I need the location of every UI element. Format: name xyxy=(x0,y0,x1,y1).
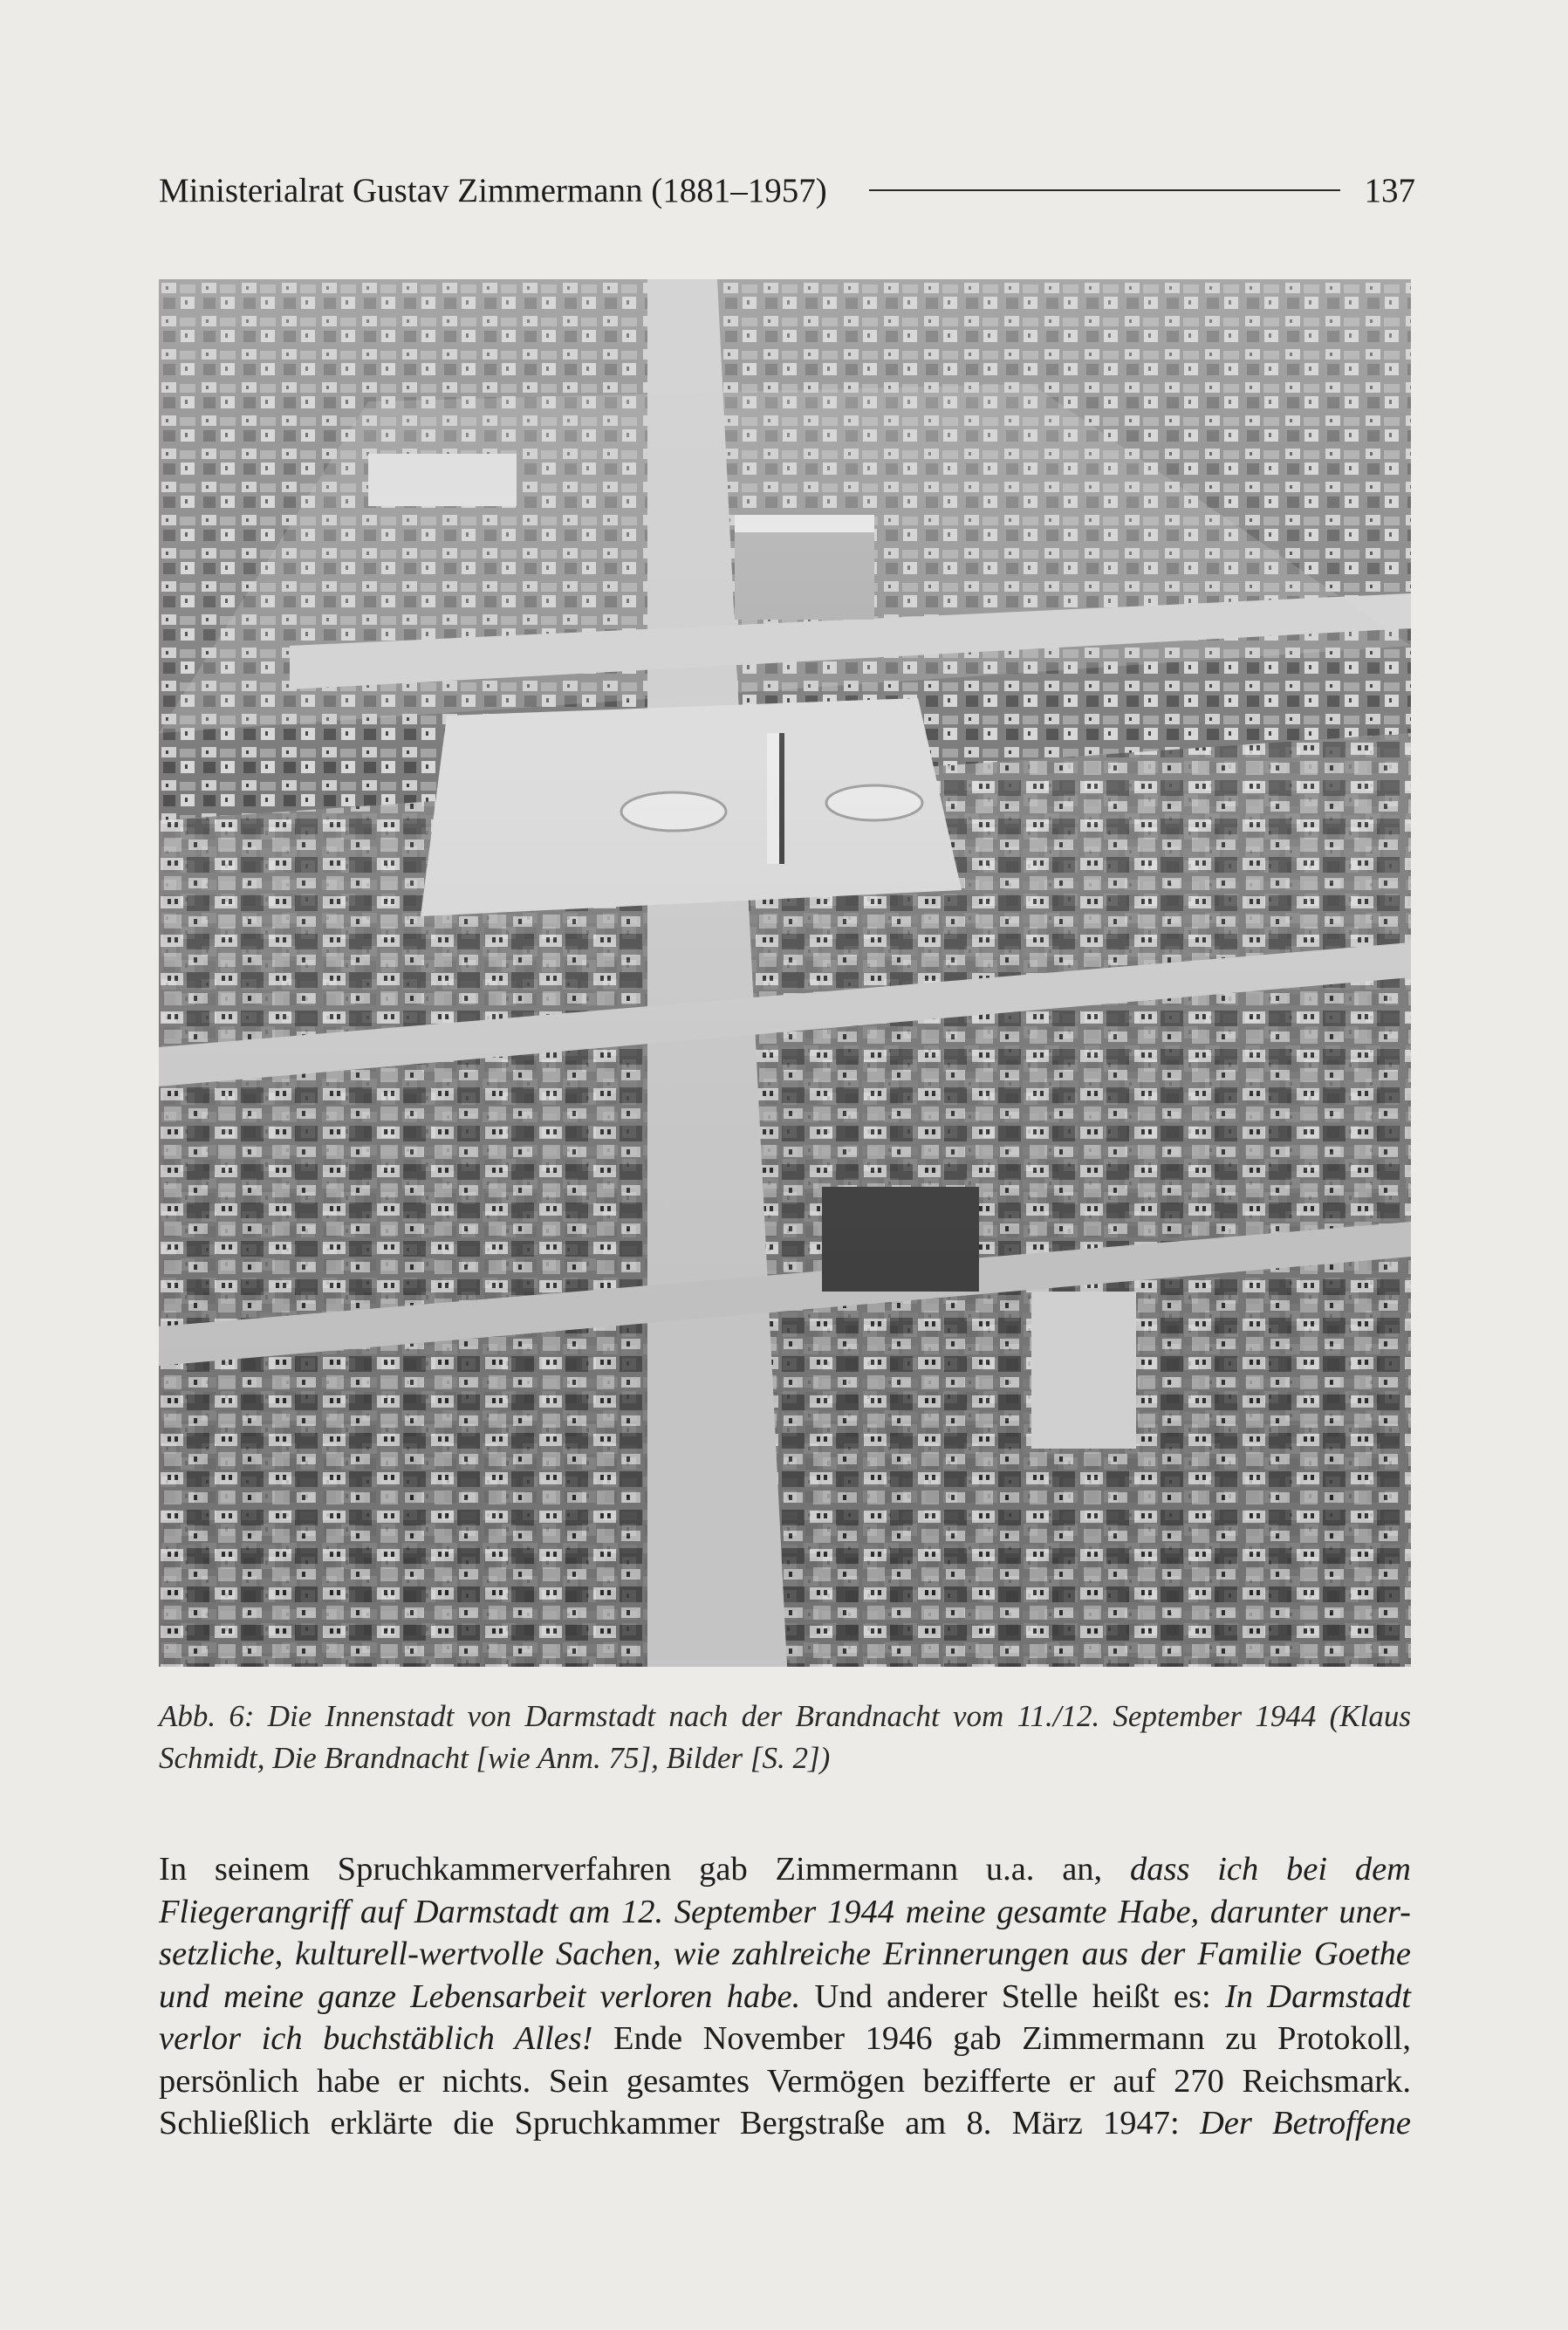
body-text-run: In seinem Spruchkammerverfahren gab Zimmermann u.a. an, xyxy=(159,1851,1130,1888)
header-rule xyxy=(869,189,1340,191)
caption-line-1: Abb. 6: Die Innenstadt von Darmstadt nach der Brandnacht vom 11./12. September 1944 (Klaus xyxy=(159,1699,1411,1733)
body-line-7 xyxy=(159,2102,1411,2145)
body-line-5 xyxy=(159,2018,1411,2060)
body-line-6: persönlich habe er nichts. Sein gesamtes Vermögen bezifferte er auf 270 Reichsmark. xyxy=(159,2062,1411,2100)
body-text-run: Schließlich erklärte die Spruchkammer Bergstraße am 8. März 1947: xyxy=(159,2105,1200,2142)
page-number: 137 xyxy=(1364,171,1415,209)
body-line-2: Fliegerangriff auf Darmstadt am 12. September 1944 meine gesamte Habe, darunter uner- xyxy=(159,1893,1411,1930)
caption-line-2: Schmidt, Die Brandnacht [wie Anm. 75], Bilder [S. 2]) xyxy=(159,1741,831,1775)
quote-text-run: dass ich bei dem xyxy=(1129,1851,1411,1888)
quote-text-run: In Darmstadt xyxy=(1224,1977,1411,2015)
aerial-photo-illustration xyxy=(159,279,1411,1667)
running-title: Ministerialrat Gustav Zimmermann (1881–1957) xyxy=(159,171,827,209)
quote-text-run: verlor ich buchstäblich Alles! xyxy=(159,2020,593,2057)
aerial-photo-darmstadt xyxy=(159,279,1411,1667)
body-text-run: Ende November 1946 gab Zimmermann zu Protokoll, xyxy=(592,2020,1412,2057)
body-line-1 xyxy=(159,1848,1411,1891)
body-text-run: Und anderer Stelle heißt es: xyxy=(800,1977,1225,2015)
running-header xyxy=(159,164,1415,216)
body-line-3: setzliche, kulturell-wertvolle Sachen, wie zahlreiche Erinnerungen aus der Familie Goethe xyxy=(159,1936,1411,1972)
body-paragraph xyxy=(159,1848,1411,2145)
quote-text-run: Der Betroffene xyxy=(1199,2105,1411,2142)
figure-caption xyxy=(159,1696,1411,1779)
body-line-4 xyxy=(159,1976,1411,2018)
quote-text-run: und meine ganze Lebensarbeit verloren habe. xyxy=(159,1977,801,2015)
